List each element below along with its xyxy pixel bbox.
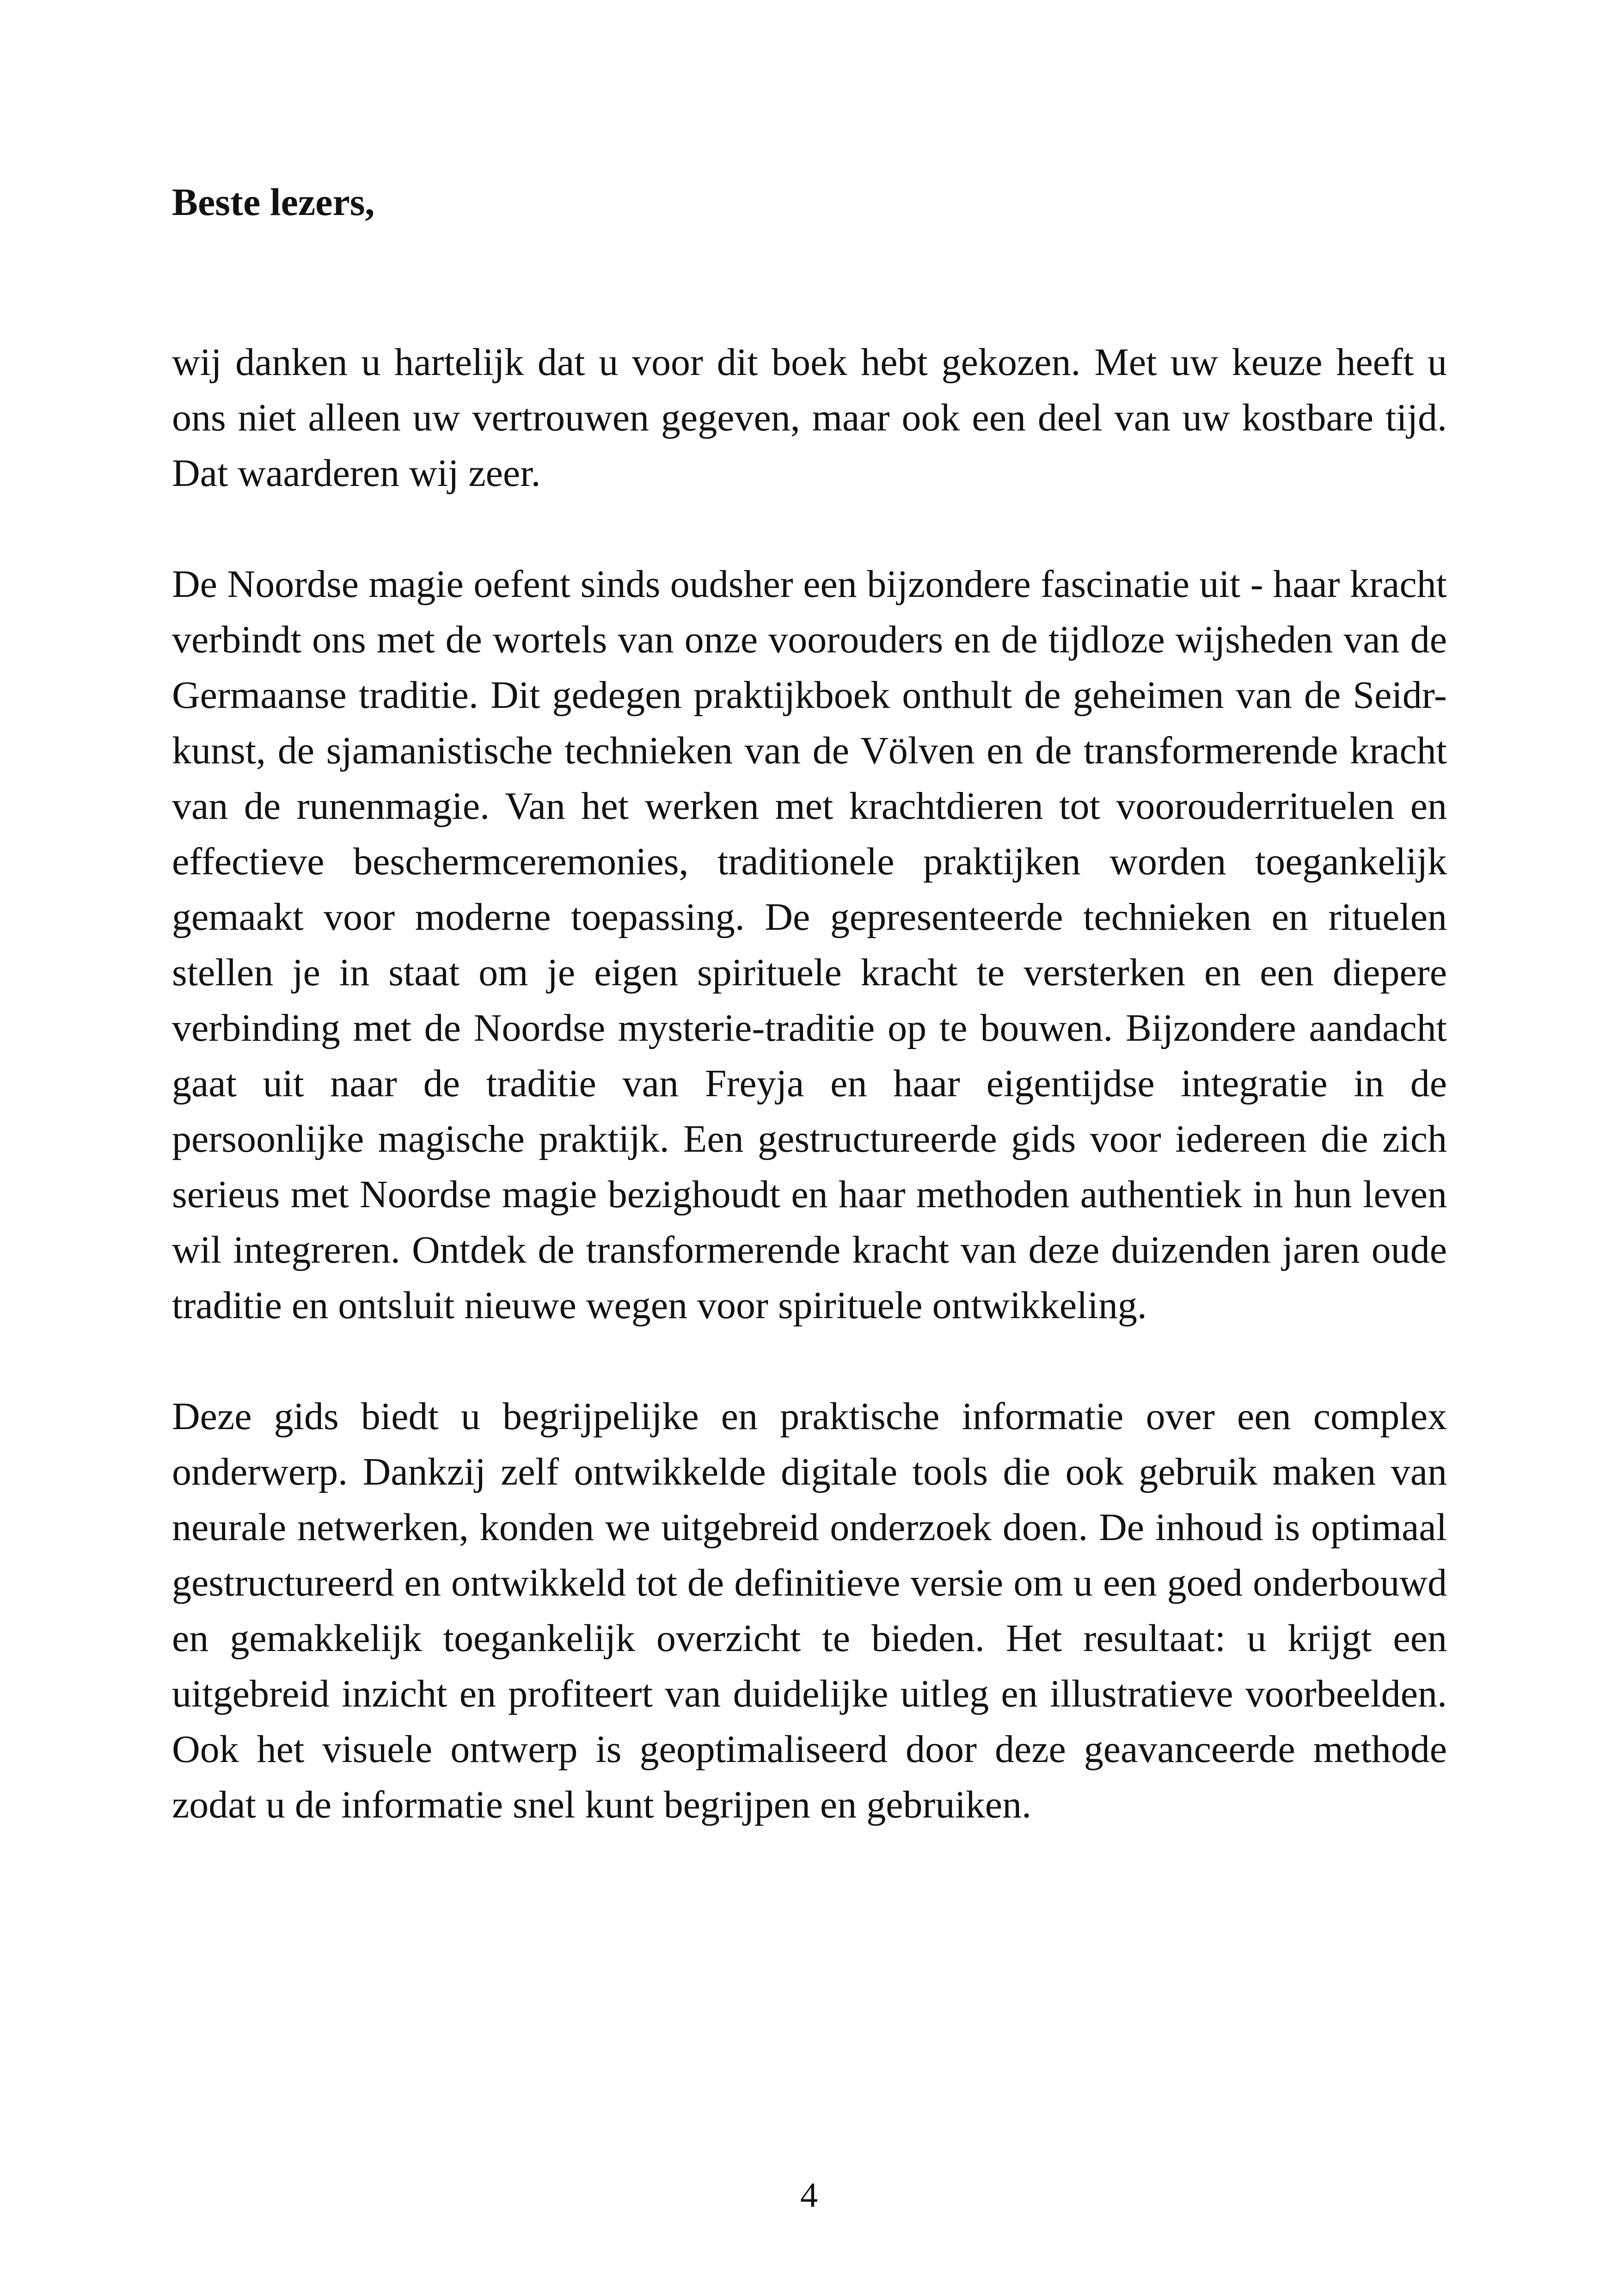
paragraph-guide-info: Deze gids biedt u begrijpelijke en praktische informatie over een complex onderwerp. Dankzij zelf ontwikkelde digitale tools die ook gebruik maken van neurale netwerken, konden we uitgebreid onderzoek doen. De inhoud is optimaal gestructureerd en ontwikkeld tot de definitieve versie om u een goed onderbouwd en gemakkelijk toegankelijk overzicht te bieden. Het resultaat: u krijgt een uitgebreid inzicht en profiteert van duidelijke uitleg en illustratieve voorbeelden. Ook het visuele ontwerp is geoptimaliseerd door deze geavanceerde methode zodat u de informatie snel kunt begrijpen en gebruiken.	[172, 1395, 1447, 1826]
greeting-heading: Beste lezers,	[172, 181, 375, 224]
paragraph-nordic-magic: De Noordse magie oefent sinds oudsher een bijzondere fascinatie uit - haar kracht verbindt ons met de wortels van onze voorouders en de tijdloze wijsheden van de Germaanse traditie. Dit gedegen praktijkboek onthult de geheimen van de Seidr-kunst, de sjamanistische technieken van de Völven en de transformerende kracht van de runenmagie. Van het werken met krachtdieren tot voorouderrituelen en effectieve beschermceremonies, traditionele praktijken worden toegankelijk gemaakt voor moderne toepassing. De gepresenteerde technieken en rituelen stellen je in staat om je eigen spirituele kracht te versterken en een diepere verbinding met de Noordse mysterie-traditie op te bouwen. Bijzondere aandacht gaat uit naar de traditie van Freyja en haar eigentijdse integratie in de persoonlijke magische praktijk. Een gestructureerde gids voor iedereen die zich serieus met Noordse magie bezighoudt en haar methoden authentiek in hun leven wil integreren. Ontdek de transformerende kracht van deze duizenden jaren oude traditie en ontsluit nieuwe wegen voor spirituele ontwikkeling.	[172, 563, 1447, 1327]
paragraph-thanks: wij danken u hartelijk dat u voor dit boek hebt gekozen. Met uw keuze heeft u ons niet alleen uw vertrouwen gegeven, maar ook een deel van uw kostbare tijd. Dat waarderen wij zeer.	[172, 341, 1447, 495]
page-number: 4	[800, 2176, 818, 2215]
body-text	[172, 335, 1447, 1888]
